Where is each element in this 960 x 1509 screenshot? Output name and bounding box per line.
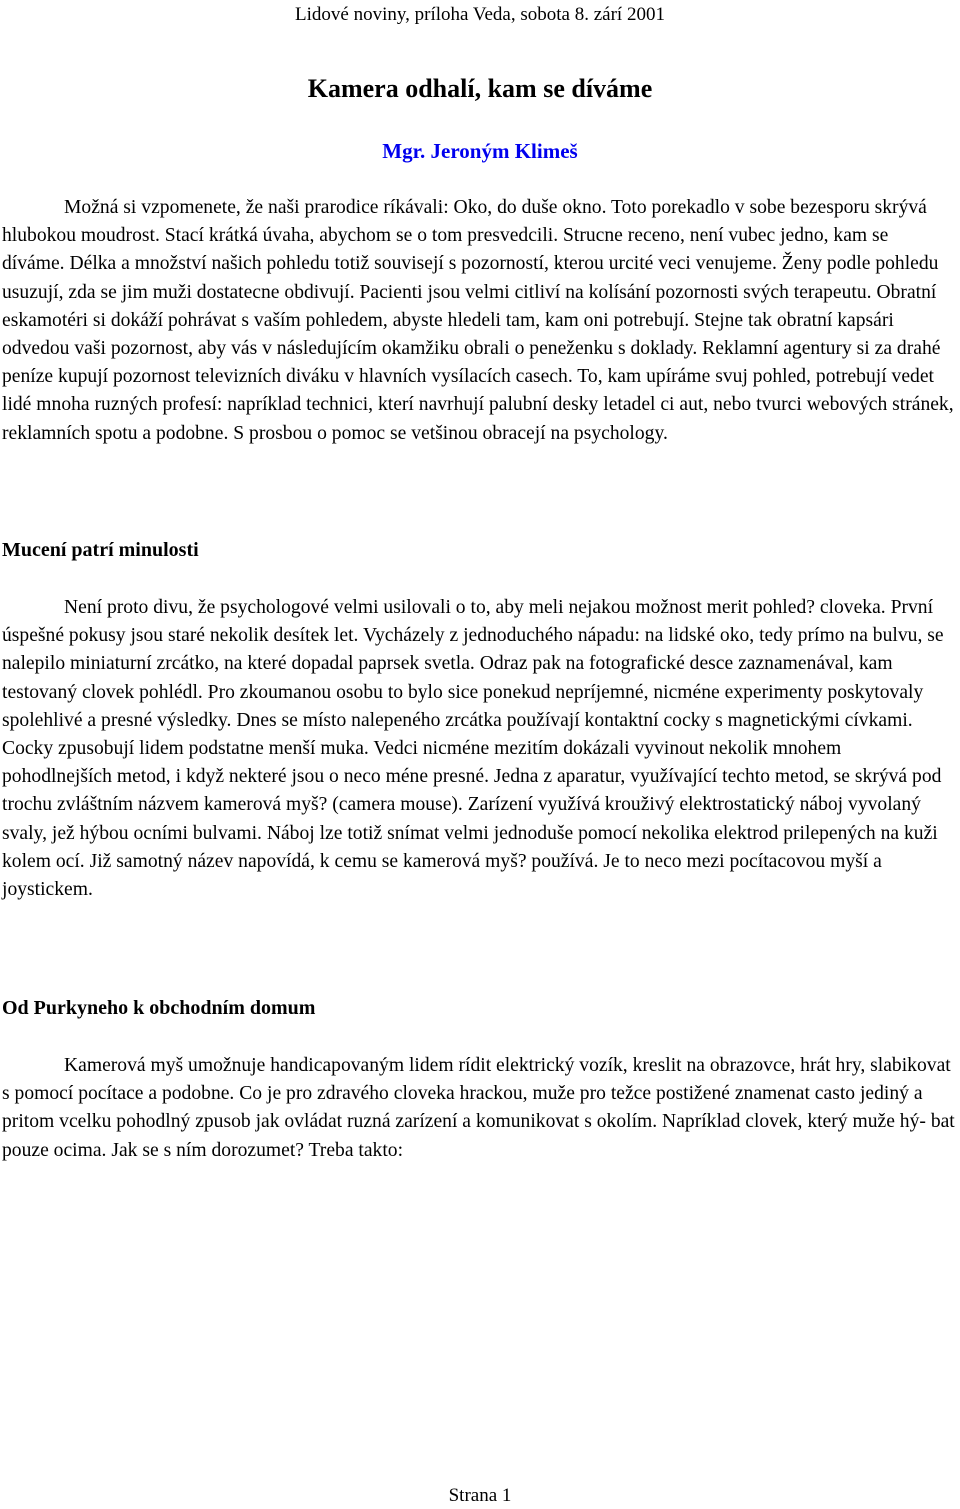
intro-paragraph: Možná si vzpomenete, že naši prarodice ríkávali: Oko, do duše okno. Toto porekadlo v sobe bezesporu skrývá hlubokou moudrost. Stací krátká úvaha, abychom se o tom presvedcili. Strucne receno, není vubec jedno, kam se díváme. Délka a množství našich pohledu totiž souvisejí s pozorností, kterou urcité veci venujeme. Ženy podle pohledu usuzují, zda se jim muži dostatecne obdivují. Pacienti jsou velmi citliví na kolísání pozornosti svých terapeutu. Obratní eskamotéri si dokáží pohrávat s vaším pohledem, abyste hledeli tam, kam oni potrebují. Stejne tak obratní kapsári odvedou vaši pozornost, aby vás v následujícím okamžiku obrali o peneženku s doklady. Reklamní agentury si za drahé peníze kupují pozornost televizních diváku v hlavních vysílacích casech. To, kam upíráme svuj pohled, potrebují vedet lidé mnoha ruzných profesí: napríklad technici, kterí navrhují palubní desky letadel ci aut, nebo tvurci webových stránek, reklamních spotu a podobne. S prosbou o pomoc se vetšinou obracejí na psychology. [2,197,954,444]
author-link[interactable]: Mgr. Jeroným Klimeš [382,139,578,163]
history-paragraph: Není proto divu, že psychologové velmi usilovali o to, aby meli nejakou možnost merit pohled? cloveka. První úspešné pokusy jsou staré nekolik desítek let. Vycházely z jednoduchého nápadu: na lidské oko, tedy prímo na bulvu, se nalepilo miniaturní zrcátko, na které dopadal paprsek svetla. Odraz pak na fotografické desce zaznamenával, kam testovaný clovek pohlédl. Pro zkoumanou osobu to bylo sice ponekud nepríjemné, nicméne experimenty poskytovaly spolehlivé a presné výsledky. Dnes se místo nalepeného zrcátka používají kontaktní cocky s magnetickými cívkami. Cocky zpusobují lidem podstatne menší muka. Vedci nicméne mezitím dokázali vyvinout nekolik mnohem pohodlnejších metod, i když nekteré jsou o neco méne presné. Jedna z aparatur, využívající techto metod, se skrývá pod trochu zvláštním názvem kamerová myš? (camera mouse). Zarízení využívá krouživý elektrostatický náboj vyvolaný svaly, jež hýbou ocními bulvami. Náboj lze totiž snímat velmi jednoduše pomocí nekolika elektrod prilepených na kuži kolem ocí. Již samotný název napovídá, k cemu se kamerová myš? používá. Je to neco mezi pocítacovou myší a joystickem. [2,597,944,901]
page-number: Strana 1 [448,1485,512,1506]
section-heading-history: Mucení patrí minulosti [2,539,199,561]
applications-paragraph: Kamerová myš umožnuje handicapovaným lidem rídit elektrický vozík, kreslit na obrazovce, hrát hry, slabikovat s pomocí pocítace a podobne. Co je pro zdravého cloveka hrackou, muže pro težce postižené znamenat casto jediný a pritom vcelku pohodlný zpusob jak ovládat ruzná zarízení a komunikovat s okolím. Napríklad clovek, který muže hý- bat pouze ocima. Jak se s ním dorozumet? Treba takto: [2,1055,955,1161]
publication-header: Lidové noviny, príloha Veda, sobota 8. zárí 2001 [295,4,665,25]
section-heading-applications: Od Purkyneho k obchodním domum [2,997,316,1019]
author-byline [0,138,960,164]
article-title: Kamera odhalí, kam se díváme [307,74,653,103]
